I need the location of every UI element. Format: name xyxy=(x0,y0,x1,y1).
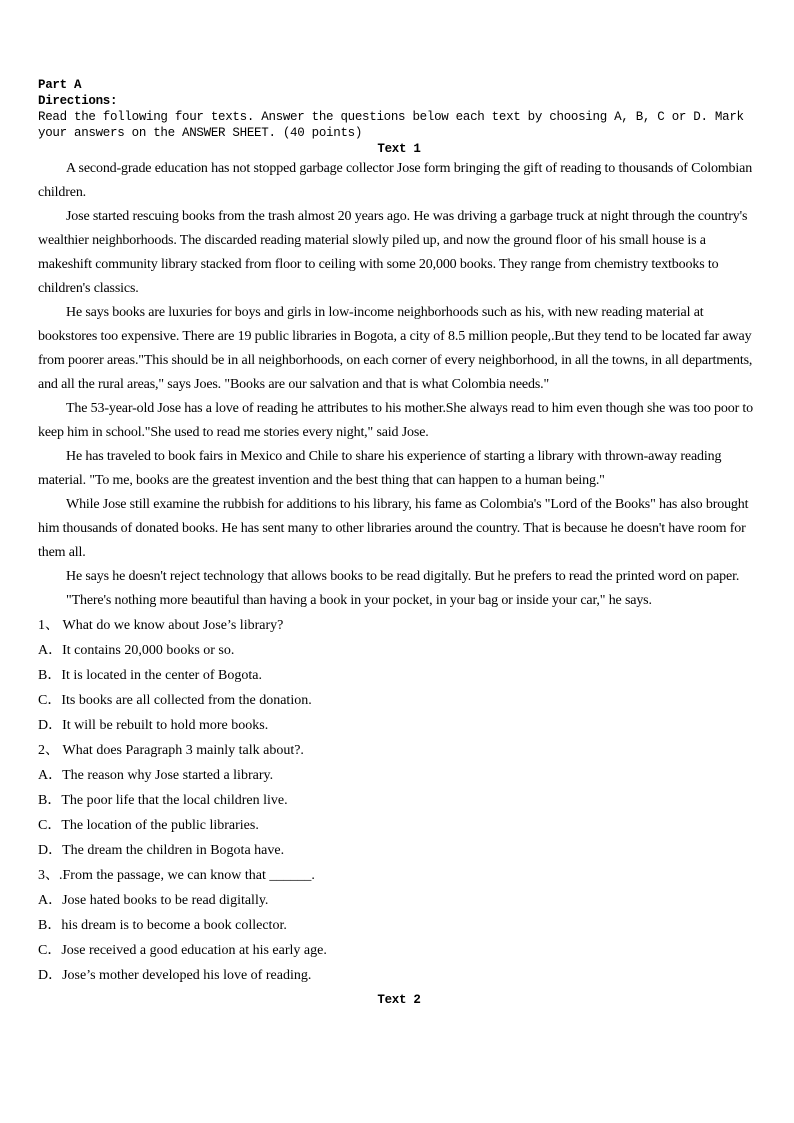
paragraph: "There's nothing more beautiful than having a book in your pocket, in your bag or inside your car," he says. xyxy=(66,593,652,608)
option: B．his dream is to become a book collector. xyxy=(38,918,287,933)
paragraph: He says books are luxuries for boys and girls in low-income neighborhoods such as his, with new reading material at bookstores too expensive. There are 19 public libraries in Bogota, a city of 8.5 million people,.But they tend to be located far away from poorer areas."This should be in all neighborhoods, on each corner of every neighborhood, in all the towns, in all departments, and all the rural areas," says Joes. "Books are our salvation and that is what Colombia needs." xyxy=(38,305,753,392)
option: D．The dream the children in Bogota have. xyxy=(38,843,285,858)
question-stem: 2、 What does Paragraph 3 mainly talk about?. xyxy=(38,743,304,758)
option: C．Its books are all collected from the donation. xyxy=(38,693,312,708)
option: C．Jose received a good education at his early age. xyxy=(38,943,327,958)
paragraph: While Jose still examine the rubbish for additions to his library, his fame as Colombia's "Lord of the Books" has also brought him thousands of donated books. He has sent many to other libraries around the country. That is because he doesn't have room for them all. xyxy=(38,497,749,560)
option: B．It is located in the center of Bogota. xyxy=(38,668,262,683)
directions-text: Read the following four texts. Answer the questions below each text by choosing A, B, C or D. Mark your answers on the ANSWER SHEET. (40 points) xyxy=(38,110,744,140)
paragraph: The 53-year-old Jose has a love of reading he attributes to his mother.She always read to him even though she was too poor to keep him in school."She used to read me stories every night," said Jose. xyxy=(38,401,754,440)
option: B．The poor life that the local children live. xyxy=(38,793,288,808)
questions xyxy=(38,613,760,988)
paragraph: He has traveled to book fairs in Mexico and Chile to share his experience of starting a library with thrown-away reading material. "To me, books are the greatest invention and the best thing that can happen to a human being." xyxy=(38,449,722,488)
document-page xyxy=(38,77,760,1008)
paragraph: A second-grade education has not stopped garbage collector Jose form bringing the gift of reading to thousands of Colombian children. xyxy=(38,161,753,200)
question-stem: 3、.From the passage, we can know that ______. xyxy=(38,868,315,883)
part-heading: Part A xyxy=(38,78,82,92)
directions-label: Directions: xyxy=(38,94,118,108)
paragraph: He says he doesn't reject technology that allows books to be read digitally. But he prefers to read the printed word on paper. xyxy=(66,569,740,584)
paragraph: Jose started rescuing books from the trash almost 20 years ago. He was driving a garbage truck at night through the country's wealthier neighborhoods. The discarded reading material slowly piled up, and now the ground floor of his small house is a makeshift community library stacked from floor to ceiling with some 20,000 books. They range from chemistry textbooks to children's classics. xyxy=(38,209,748,296)
option: A．It contains 20,000 books or so. xyxy=(38,643,235,658)
option: D．Jose’s mother developed his love of reading. xyxy=(38,968,312,983)
option: A．Jose hated books to be read digitally. xyxy=(38,893,269,908)
option: A．The reason why Jose started a library. xyxy=(38,768,274,783)
text1-title: Text 1 xyxy=(377,142,421,156)
text2-title: Text 2 xyxy=(377,993,421,1007)
option: D．It will be rebuilt to hold more books. xyxy=(38,718,269,733)
option: C．The location of the public libraries. xyxy=(38,818,259,833)
question-stem: 1、 What do we know about Jose’s library? xyxy=(38,618,284,633)
text1-passage xyxy=(38,157,760,613)
